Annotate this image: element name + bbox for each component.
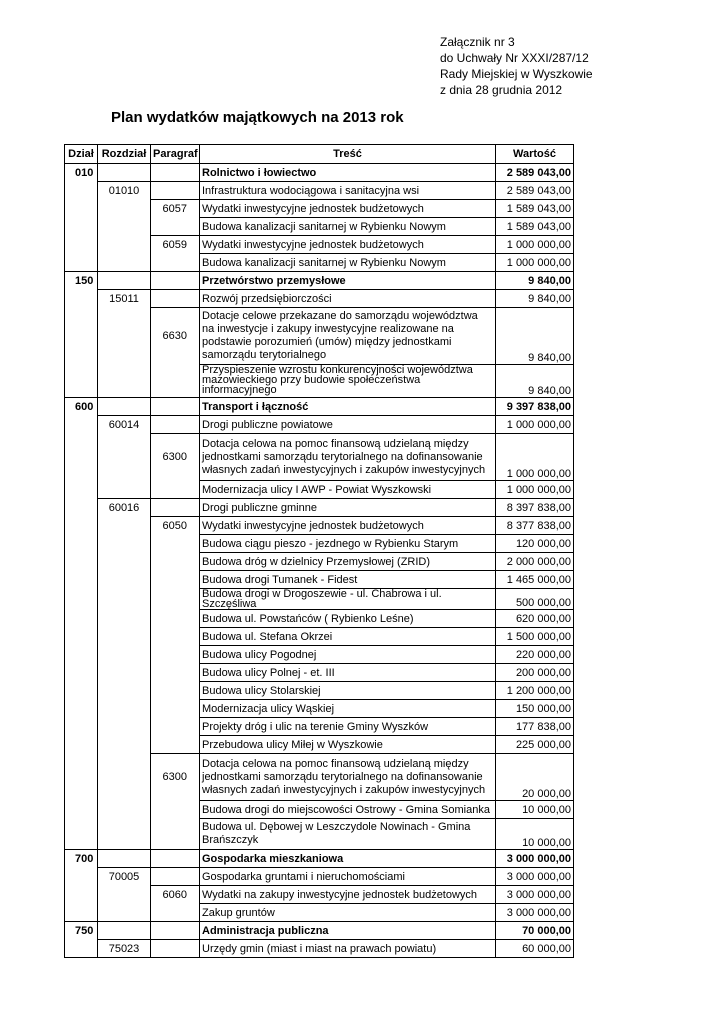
cell-tresc: Wydatki inwestycyjne jednostek budżetowych (200, 200, 496, 218)
cell-tresc: Rolnictwo i łowiectwo (200, 164, 496, 182)
cell-rozdzial: 70005 (98, 868, 151, 886)
cell-paragraf (151, 718, 200, 736)
table-row (65, 308, 574, 365)
cell-paragraf (151, 254, 200, 272)
cell-rozdzial (98, 718, 151, 736)
cell-dzial (65, 718, 98, 736)
cell-dzial (65, 700, 98, 718)
cell-dzial (65, 517, 98, 535)
cell-paragraf: 6300 (151, 434, 200, 481)
cell-rozdzial (98, 886, 151, 904)
cell-tresc: Gospodarka mieszkaniowa (200, 850, 496, 868)
cell-rozdzial (98, 272, 151, 290)
cell-rozdzial: 75023 (98, 940, 151, 958)
cell-tresc: Przebudowa ulicy Miłej w Wyszkowie (200, 736, 496, 754)
cell-dzial (65, 553, 98, 571)
table-row (65, 868, 574, 886)
table-row (65, 365, 574, 398)
table-row (65, 416, 574, 434)
cell-tresc: Projekty dróg i ulic na terenie Gminy Wyszków (200, 718, 496, 736)
cell-paragraf: 6059 (151, 236, 200, 254)
header-dzial: Dział (65, 145, 98, 164)
cell-paragraf: 6050 (151, 517, 200, 535)
cell-dzial (65, 499, 98, 517)
cell-tresc: Budowa ul. Powstańców ( Rybienko Leśne) (200, 610, 496, 628)
table-row (65, 664, 574, 682)
cell-tresc: Budowa drogi w Drogoszewie - ul. Chabrowa i ul. Szczęśliwa (200, 589, 496, 610)
cell-paragraf (151, 700, 200, 718)
cell-tresc: Transport i łączność (200, 398, 496, 416)
cell-paragraf (151, 218, 200, 236)
cell-paragraf (151, 736, 200, 754)
cell-dzial (65, 736, 98, 754)
cell-rozdzial (98, 553, 151, 571)
cell-wartosc: 1 200 000,00 (496, 682, 574, 700)
table-row (65, 236, 574, 254)
cell-tresc: Budowa ciągu pieszo - jezdnego w Rybienku Starym (200, 535, 496, 553)
cell-dzial (65, 589, 98, 610)
cell-rozdzial (98, 700, 151, 718)
cell-wartosc: 1 000 000,00 (496, 481, 574, 499)
table-row (65, 517, 574, 535)
cell-dzial (65, 754, 98, 801)
cell-rozdzial (98, 236, 151, 254)
table-row (65, 886, 574, 904)
cell-dzial (65, 365, 98, 398)
cell-wartosc: 3 000 000,00 (496, 850, 574, 868)
cell-wartosc: 3 000 000,00 (496, 868, 574, 886)
cell-paragraf (151, 628, 200, 646)
cell-wartosc: 3 000 000,00 (496, 904, 574, 922)
cell-rozdzial (98, 682, 151, 700)
table-row (65, 571, 574, 589)
cell-wartosc: 8 377 838,00 (496, 517, 574, 535)
cell-rozdzial (98, 434, 151, 481)
cell-paragraf (151, 571, 200, 589)
cell-dzial: 150 (65, 272, 98, 290)
table-row (65, 290, 574, 308)
cell-tresc: Przetwórstwo przemysłowe (200, 272, 496, 290)
table-row (65, 272, 574, 290)
cell-rozdzial: 15011 (98, 290, 151, 308)
cell-paragraf (151, 553, 200, 571)
cell-rozdzial: 60016 (98, 499, 151, 517)
cell-dzial (65, 236, 98, 254)
table-row (65, 700, 574, 718)
cell-paragraf (151, 664, 200, 682)
cell-rozdzial (98, 850, 151, 868)
cell-wartosc: 1 000 000,00 (496, 416, 574, 434)
cell-paragraf (151, 868, 200, 886)
cell-tresc: Budowa kanalizacji sanitarnej w Rybienku Nowym (200, 254, 496, 272)
cell-wartosc: 620 000,00 (496, 610, 574, 628)
annex-line-4: z dnia 28 grudnia 2012 (440, 83, 563, 97)
cell-paragraf (151, 801, 200, 819)
cell-paragraf (151, 850, 200, 868)
cell-rozdzial (98, 819, 151, 850)
cell-dzial: 600 (65, 398, 98, 416)
cell-dzial (65, 308, 98, 365)
cell-wartosc: 225 000,00 (496, 736, 574, 754)
table-header-row (65, 145, 574, 164)
cell-dzial (65, 481, 98, 499)
expenditure-table (64, 144, 574, 958)
cell-dzial (65, 682, 98, 700)
cell-rozdzial (98, 481, 151, 499)
table-row (65, 682, 574, 700)
cell-rozdzial (98, 571, 151, 589)
cell-wartosc: 150 000,00 (496, 700, 574, 718)
cell-tresc: Urzędy gmin (miast i miast na prawach powiatu) (200, 940, 496, 958)
cell-paragraf (151, 682, 200, 700)
table-row (65, 553, 574, 571)
cell-rozdzial (98, 254, 151, 272)
cell-paragraf (151, 904, 200, 922)
expenditure-table-body (65, 145, 574, 958)
table-row (65, 254, 574, 272)
cell-wartosc: 220 000,00 (496, 646, 574, 664)
table-row (65, 499, 574, 517)
cell-paragraf (151, 481, 200, 499)
cell-dzial (65, 290, 98, 308)
cell-tresc: Przyspieszenie wzrostu konkurencyjności województwa mazowieckiego przy budowie społeczeństwa informacyjnego (200, 365, 496, 398)
cell-rozdzial: 60014 (98, 416, 151, 434)
cell-wartosc: 177 838,00 (496, 718, 574, 736)
cell-wartosc: 9 397 838,00 (496, 398, 574, 416)
annex-line-2: do Uchwały Nr XXXI/287/12 (440, 51, 589, 65)
cell-rozdzial (98, 164, 151, 182)
table-row (65, 940, 574, 958)
table-row (65, 718, 574, 736)
cell-tresc: Budowa dróg w dzielnicy Przemysłowej (ZRID) (200, 553, 496, 571)
cell-rozdzial (98, 218, 151, 236)
cell-dzial (65, 571, 98, 589)
cell-wartosc: 3 000 000,00 (496, 886, 574, 904)
table-row (65, 819, 574, 850)
cell-paragraf (151, 272, 200, 290)
cell-paragraf: 6630 (151, 308, 200, 365)
cell-dzial (65, 416, 98, 434)
cell-wartosc: 9 840,00 (496, 290, 574, 308)
cell-paragraf (151, 290, 200, 308)
cell-dzial (65, 886, 98, 904)
cell-wartosc: 1 589 043,00 (496, 200, 574, 218)
cell-paragraf (151, 940, 200, 958)
cell-rozdzial (98, 801, 151, 819)
header-wartosc: Wartość (496, 145, 574, 164)
cell-wartosc: 2 589 043,00 (496, 164, 574, 182)
cell-rozdzial (98, 664, 151, 682)
cell-tresc: Budowa drogi do miejscowości Ostrowy - Gmina Somianka (200, 801, 496, 819)
cell-wartosc: 200 000,00 (496, 664, 574, 682)
header-rozdzial: Rozdział (98, 145, 151, 164)
cell-paragraf (151, 535, 200, 553)
cell-tresc: Budowa kanalizacji sanitarnej w Rybienku Nowym (200, 218, 496, 236)
cell-tresc: Modernizacja ulicy I AWP - Powiat Wyszkowski (200, 481, 496, 499)
cell-tresc: Drogi publiczne gminne (200, 499, 496, 517)
table-row (65, 922, 574, 940)
annex-note (440, 34, 593, 98)
cell-wartosc: 9 840,00 (496, 365, 574, 398)
cell-paragraf (151, 610, 200, 628)
cell-rozdzial (98, 589, 151, 610)
table-row (65, 589, 574, 610)
cell-wartosc: 1 000 000,00 (496, 254, 574, 272)
cell-wartosc: 9 840,00 (496, 272, 574, 290)
cell-dzial: 700 (65, 850, 98, 868)
cell-rozdzial (98, 365, 151, 398)
cell-paragraf (151, 416, 200, 434)
cell-dzial (65, 254, 98, 272)
cell-tresc: Administracja publiczna (200, 922, 496, 940)
cell-rozdzial (98, 398, 151, 416)
cell-tresc: Wydatki inwestycyjne jednostek budżetowych (200, 236, 496, 254)
cell-tresc: Budowa ulicy Stolarskiej (200, 682, 496, 700)
cell-paragraf (151, 398, 200, 416)
cell-paragraf (151, 819, 200, 850)
cell-wartosc: 120 000,00 (496, 535, 574, 553)
cell-tresc: Budowa ul. Dębowej w Leszczydole Nowinach - Gmina Brańszczyk (200, 819, 496, 850)
cell-dzial (65, 646, 98, 664)
cell-wartosc: 1 000 000,00 (496, 434, 574, 481)
cell-tresc: Budowa ulicy Polnej - et. III (200, 664, 496, 682)
table-row (65, 481, 574, 499)
table-row (65, 200, 574, 218)
cell-paragraf (151, 499, 200, 517)
cell-dzial (65, 610, 98, 628)
table-row (65, 434, 574, 481)
cell-wartosc: 9 840,00 (496, 308, 574, 365)
cell-paragraf (151, 589, 200, 610)
cell-dzial (65, 664, 98, 682)
cell-dzial: 750 (65, 922, 98, 940)
cell-rozdzial (98, 517, 151, 535)
table-row (65, 182, 574, 200)
cell-wartosc: 10 000,00 (496, 819, 574, 850)
table-row (65, 754, 574, 801)
table-row (65, 164, 574, 182)
cell-tresc: Budowa ul. Stefana Okrzei (200, 628, 496, 646)
cell-tresc: Wydatki inwestycyjne jednostek budżetowych (200, 517, 496, 535)
cell-paragraf: 6060 (151, 886, 200, 904)
cell-wartosc: 10 000,00 (496, 801, 574, 819)
cell-tresc: Zakup gruntów (200, 904, 496, 922)
table-row (65, 850, 574, 868)
cell-rozdzial (98, 646, 151, 664)
page-title: Plan wydatków majątkowych na 2013 rok (111, 109, 404, 126)
cell-dzial (65, 200, 98, 218)
cell-rozdzial (98, 610, 151, 628)
cell-tresc: Wydatki na zakupy inwestycyjne jednostek budżetowych (200, 886, 496, 904)
table-row (65, 398, 574, 416)
cell-paragraf (151, 164, 200, 182)
cell-tresc: Rozwój przedsiębiorczości (200, 290, 496, 308)
cell-wartosc: 1 000 000,00 (496, 236, 574, 254)
cell-tresc: Budowa ulicy Pogodnej (200, 646, 496, 664)
cell-paragraf (151, 646, 200, 664)
header-paragraf: Paragraf (151, 145, 200, 164)
cell-wartosc: 1 465 000,00 (496, 571, 574, 589)
table-row (65, 646, 574, 664)
cell-dzial (65, 182, 98, 200)
cell-dzial (65, 535, 98, 553)
cell-wartosc: 8 397 838,00 (496, 499, 574, 517)
cell-paragraf: 6057 (151, 200, 200, 218)
cell-tresc: Infrastruktura wodociągowa i sanitacyjna wsi (200, 182, 496, 200)
table-row (65, 610, 574, 628)
cell-paragraf (151, 182, 200, 200)
cell-tresc: Drogi publiczne powiatowe (200, 416, 496, 434)
cell-tresc: Dotacje celowe przekazane do samorządu województwa na inwestycje i zakupy inwestycyjne realizowane na podstawie porozumień (umów) między jednostkami samorządu terytorialnego (200, 308, 496, 365)
cell-dzial (65, 434, 98, 481)
cell-wartosc: 1 500 000,00 (496, 628, 574, 646)
cell-tresc: Dotacja celowa na pomoc finansową udzielaną między jednostkami samorządu terytorialnego na dofinansowanie własnych zadań inwestycyjnych i zakupów inwestycyjnych (200, 434, 496, 481)
cell-dzial (65, 801, 98, 819)
table-row (65, 736, 574, 754)
cell-rozdzial (98, 200, 151, 218)
cell-rozdzial (98, 904, 151, 922)
cell-wartosc: 20 000,00 (496, 754, 574, 801)
table-row (65, 218, 574, 236)
cell-dzial (65, 218, 98, 236)
table-row (65, 801, 574, 819)
cell-tresc: Gospodarka gruntami i nieruchomościami (200, 868, 496, 886)
cell-dzial: 010 (65, 164, 98, 182)
cell-rozdzial (98, 754, 151, 801)
cell-wartosc: 60 000,00 (496, 940, 574, 958)
cell-tresc: Dotacja celowa na pomoc finansową udzielaną między jednostkami samorządu terytorialnego na dofinansowanie własnych zadań inwestycyjnych i zakupów inwestycyjnych (200, 754, 496, 801)
cell-dzial (65, 819, 98, 850)
cell-tresc: Budowa drogi Tumanek - Fidest (200, 571, 496, 589)
table-row (65, 628, 574, 646)
cell-rozdzial (98, 535, 151, 553)
cell-paragraf (151, 922, 200, 940)
cell-rozdzial (98, 922, 151, 940)
cell-wartosc: 2 589 043,00 (496, 182, 574, 200)
cell-wartosc: 70 000,00 (496, 922, 574, 940)
cell-wartosc: 2 000 000,00 (496, 553, 574, 571)
cell-rozdzial (98, 628, 151, 646)
cell-tresc: Modernizacja ulicy Wąskiej (200, 700, 496, 718)
cell-rozdzial (98, 736, 151, 754)
annex-line-3: Rady Miejskiej w Wyszkowie (440, 67, 593, 81)
cell-wartosc: 500 000,00 (496, 589, 574, 610)
table-row (65, 904, 574, 922)
cell-paragraf (151, 365, 200, 398)
cell-dzial (65, 904, 98, 922)
cell-rozdzial (98, 308, 151, 365)
annex-line-1: Załącznik nr 3 (440, 35, 515, 49)
cell-dzial (65, 628, 98, 646)
cell-wartosc: 1 589 043,00 (496, 218, 574, 236)
header-tresc: Treść (200, 145, 496, 164)
cell-dzial (65, 940, 98, 958)
cell-dzial (65, 868, 98, 886)
table-row (65, 535, 574, 553)
cell-rozdzial: 01010 (98, 182, 151, 200)
cell-paragraf: 6300 (151, 754, 200, 801)
